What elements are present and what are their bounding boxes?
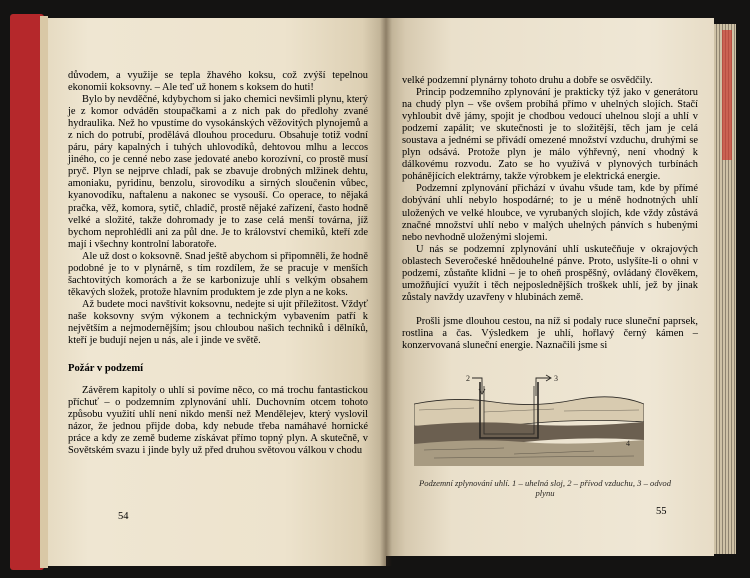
page-number-left: 54 (118, 511, 129, 522)
left-page-text (68, 70, 368, 457)
paragraph: Závěrem kapitoly o uhlí si povíme něco, co má trochu fantastickou příchuť – o podzemním zplynování uhlí. Duchovním otcem tohoto způsobu využití uhlí není nikdo menší než Mendělejev, který vyslovil názor, že jednou přijde doba, kdy nebude třeba namáhavé hornické práce a kdy ze země budeme získávat přímo topný plyn. A skutečně, v Sovětském svazu i jinde byly už před druhou světovou válkou v chodu (68, 385, 368, 457)
section-heading: Požár v podzemí (68, 363, 144, 375)
paragraph: Podzemní zplynování přichází v úvahu všude tam, kde by přímé dobývání uhlí nebylo hospodárné; to je u méně hodnotných uhlí uložených ve velké hloubce, ve vyrubaných slojích, kde vždy zůstává značné množství uhlí nebo v malých uhelných pánvích s hubenými nebo nevhodně uloženými slojemi. (402, 183, 698, 243)
paragraph: U nás se podzemní zplynování uhlí uskutečňuje v okrajových oblastech Severočeské hnědouhelné pánve. Proto, uslyšíte-li o ohni v podzemí, zůstaňte klidni – je to oheň prospěšný, ovládaný člověkem, umožňující využít i těch nejposlednějších troškek uhlí, jež by jinak zůstaly navždy uzavřeny v hlubinách země. (402, 243, 698, 303)
gasification-diagram (414, 374, 644, 474)
diagram-label-3: 3 (554, 374, 558, 383)
bookmark-ribbon (722, 30, 732, 160)
book-gutter (380, 18, 392, 566)
right-page-text (402, 75, 698, 352)
book-cover-spine (10, 14, 44, 570)
lower-rock (414, 440, 644, 466)
paragraph: Prošli jsme dlouhou cestou, na níž si podaly ruce sluneční paprsek, rostlina a čas. Výsledkem je uhlí, hořlavý černý kámen – konzervovaná sluneční energie. Naznačili jsme si (402, 315, 698, 351)
paragraph: Bylo by nevděčné, kdybychom si jako chemici nevšimli plynu, který je z komor odváděn stoupačkami a z nich pak do předlohy zvané hydraulika. Než ho vpustíme do vysokánských věžovitých plynojemů a z nich do potrubí, prodělává dlouhou proceduru. Obsahuje totiž vodní páru, páry kapalných i tuhých uhlovodíků, dehtovou mlhu a leccos jiného, co je cenné nebo zase jedovaté anebo korozívní, co prostě musí pryč. Plyn se nejprve chladí, pak se zbavuje drobných mlžinek dehtu, amoniaku, pyridinu, benzolu, sirovodíku a sirných sloučenin vůbec, kyanovodíku, naftalenu a nakonec se vysouší. Co operace, to nějaká pračka, věž, komora, sytič, chladič, prostě nějaké zařízení, často hodně velké a složité, takže dohromady je to zase celá menší továrna, jíž bychom neprohlédli ani za půl dne. Je to království chemiků, kteří zde mají i všechny kontrolní laboratoře. (68, 94, 368, 250)
paragraph: důvodem, a využije se tepla žhavého koksu, což zvýší tepelnou ekonomii koksovny. – Ale teď už honem s koksem do huti! (68, 70, 368, 94)
book-cover-inner-edge (40, 16, 48, 568)
figure-caption: Podzemní zplynování uhlí. 1 – uhelná sloj, 2 – přívod vzduchu, 3 – odvod plynu (418, 478, 672, 498)
paragraph: Princip podzemního zplynování je prakticky týž jako v generátoru na chudý plyn – vše ovšem probíhá přímo v uhelných slojích. Stačí vyhloubit dvě jámy, spojit je chodbou vedoucí uhelnou slojí a uhlí v podzemí zapálit; ve skutečnosti je to složitější, těch jam je celá soustava a jednémi se přivádí omezené množství vzduchu, druhými se plyn odsává. Protože plyn je málo výhřevný, není vhodný k dálkovému rozvodu. Zato se ho využívá v plynových turbínách pohánějících elektrárny, takže výrobkem je elektrická energie. (402, 87, 698, 183)
paragraph: Až budete moci navštívit koksovnu, nedejte si ujít příležitost. Vždyť naše koksovny svým výkonem a technickým vybavením patří k největším a nejmodernějším; jsou chloubou našich techniků i dělníků, kteří je budují nejen u nás, ale i jinde ve světě. (68, 298, 368, 347)
page-number-right: 55 (656, 506, 667, 517)
diagram-label-4: 4 (626, 439, 630, 448)
paragraph: velké podzemní plynárny tohoto druhu a dobře se osvědčily. (402, 75, 653, 86)
paragraph: Ale už dost o koksovně. Snad ještě abychom si připomněli, že hodně podobné je to v plynárně, s tím rozdílem, že se pracuje v menších šachtovitých komorách a že se karbonizuje uhlí s velkým obsahem těkavých složek, protože hlavním produktem je zde plyn a ne koks. (68, 250, 368, 298)
surface-layer (414, 397, 644, 428)
paragraph-gap (402, 304, 698, 316)
diagram-label-2: 2 (466, 374, 470, 383)
